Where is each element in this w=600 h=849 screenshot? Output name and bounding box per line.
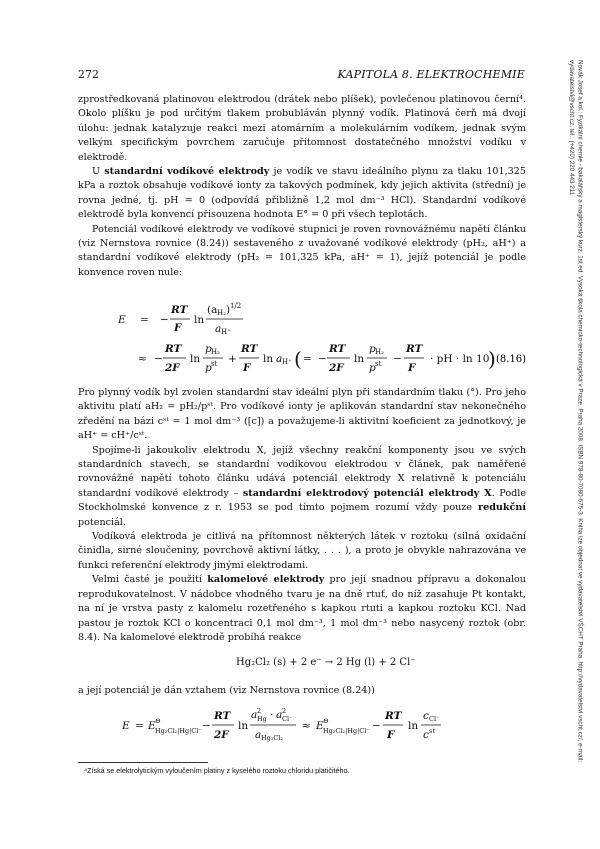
svg-text:=: = bbox=[135, 720, 144, 732]
svg-text:−: − bbox=[202, 720, 211, 732]
svg-text:F: F bbox=[243, 362, 251, 374]
svg-text:2: 2 bbox=[257, 707, 262, 715]
svg-text:RT: RT bbox=[171, 304, 188, 316]
svg-text:H⁺: H⁺ bbox=[221, 328, 231, 336]
svg-text:Hg₂Cl₂|Hg|Cl⁻: Hg₂Cl₂|Hg|Cl⁻ bbox=[323, 727, 370, 735]
svg-text:a: a bbox=[255, 729, 262, 741]
svg-text:ln: ln bbox=[408, 720, 419, 732]
chapter-title: KAPITOLA 8. ELEKTROCHEMIE bbox=[337, 68, 525, 81]
footnote-rule bbox=[78, 762, 208, 763]
term-calomel-electrode: kalomelové elektrody bbox=[207, 574, 325, 586]
svg-text:Hg₂Cl₂: Hg₂Cl₂ bbox=[261, 734, 284, 742]
footnote: ⁴Získá se elektrolytickým vyloučením platiny z kyselého roztoku chloridu platičitého. bbox=[84, 766, 350, 775]
svg-text:RT: RT bbox=[406, 343, 423, 355]
svg-text:st: st bbox=[375, 360, 382, 368]
svg-text:2F: 2F bbox=[329, 362, 344, 374]
svg-text:E: E bbox=[122, 720, 130, 732]
svg-text:st: st bbox=[429, 727, 435, 735]
svg-text:Hg₂Cl₂|Hg|Cl⁻: Hg₂Cl₂|Hg|Cl⁻ bbox=[155, 727, 202, 735]
term-standard-hydrogen-electrode: standardní vodíkové elektrody bbox=[104, 166, 270, 178]
svg-text:−: − bbox=[160, 314, 169, 326]
svg-text:p: p bbox=[205, 362, 212, 374]
svg-text:a: a bbox=[276, 709, 283, 721]
svg-text:H⁺: H⁺ bbox=[282, 358, 292, 366]
svg-text:E: E bbox=[316, 720, 324, 732]
svg-text:Hg: Hg bbox=[257, 715, 267, 723]
equation-number: (8.16) bbox=[496, 354, 526, 365]
body-text-3 bbox=[78, 684, 526, 698]
svg-text:H₂: H₂ bbox=[211, 348, 220, 356]
svg-text:F: F bbox=[387, 729, 395, 741]
svg-text:c: c bbox=[423, 710, 429, 722]
svg-text:RT: RT bbox=[241, 343, 258, 355]
body-text bbox=[78, 93, 526, 280]
svg-text:F: F bbox=[174, 322, 182, 334]
side-copyright-note: Novák Josef a kol.: Fyzikální chemie - bakalářský a magisterský kurz. 1st ed. Vysoká škola chemicko-technologická v Praze, Praha 2008. ISBN 978-80-7080-675-3. Kniha lze objednat ve vydavatelství VŠCHT Praha, http://vydavatelstvi.vscht.cz/, e-mail: vydavatelstvi@vscht.cz, tel.: (+420) 220 443 211 bbox=[568, 60, 584, 763]
term-reduction: redukční bbox=[478, 502, 526, 514]
paragraph-6: Vodíková elektroda je citlivá na přítomnost některých látek v roztoku (silná oxidační činidla, sirné sloučeniny, povrchově aktivní látky, . . . ), a proto je obvykle nahrazována ve funkci referenční elektrody jinými elektrodami. bbox=[78, 531, 526, 571]
svg-text:=: = bbox=[140, 314, 149, 326]
svg-text:· pH · ln 10: · pH · ln 10 bbox=[430, 353, 490, 365]
svg-text:2F: 2F bbox=[165, 362, 180, 374]
svg-text:p: p bbox=[369, 343, 376, 355]
term-standard-electrode-potential: standardní elektrodový potenciál elektrody X bbox=[242, 487, 492, 499]
svg-text:−: − bbox=[318, 353, 327, 365]
paragraph-7: Velmi časté je použití kalomelové elektrody pro její snadnou přípravu a dokonalou reprodukovatelnost. V nádobce vhodného tvaru je na dně rtuť, do níž zasahuje Pt kontakt, na ní je vrstva pasty z kalomelu rozetřeného s kapkou rtuti a kapkou roztoku KCl. Nad pastou je roztok KCl o koncentraci 0,1 mol dm⁻³, 1 mol dm⁻³ nebo nasycený roztok (obr. 8.4). Na kalomelové elektrodě probíhá reakce bbox=[78, 574, 526, 643]
svg-text:ln: ln bbox=[190, 353, 201, 365]
svg-text:): ) bbox=[488, 347, 496, 371]
paragraph-2: U standardní vodíkové elektrody je vodík ve stavu ideálního plynu za tlaku 101,325 kPa a roztok obsahuje vodíkové ionty za takových podmínek, kdy jejich aktivita (střední) je rovna jedné, tj. pH = 0 (odpovídá přibližně 1,2 mol dm⁻³ HCl). Standardní vodíkové elektrodě byla konvencí přisouzena hodnota E° = 0 při všech teplotách. bbox=[78, 166, 526, 221]
svg-text:2F: 2F bbox=[214, 729, 229, 741]
svg-text:≈: ≈ bbox=[302, 720, 311, 732]
paragraph-8: a její potenciál je dán vztahem (viz Nernstova rovnice (8.24)) bbox=[78, 685, 375, 696]
svg-text:st: st bbox=[211, 360, 218, 368]
paragraph-5: Spojíme-li jakoukoliv elektrodu X, jejíž všechny reakční komponenty jsou ve svých standardních stavech, se standardní vodíkovou elektrodou v článek, pak naměřené rovnovážné napětí tohoto článku udává potenciál elektrody X relativně k potenciálu standardní vodíkové elektrody – standardní elektrodový potenciál elektrody X. Podle Stockholmské konvence z r. 1953 se pod tímto pojmem rozumí vždy pouze redukční potenciál. bbox=[78, 444, 526, 528]
svg-text:ln: ln bbox=[238, 720, 249, 732]
svg-text:ln: ln bbox=[263, 353, 274, 365]
svg-text:1/2: 1/2 bbox=[230, 302, 242, 310]
svg-text:ln: ln bbox=[194, 314, 205, 326]
svg-text:E: E bbox=[148, 720, 156, 732]
svg-text:·: · bbox=[270, 709, 274, 721]
svg-text:−: − bbox=[154, 353, 163, 365]
svg-text:−: − bbox=[372, 720, 381, 732]
svg-text:RT: RT bbox=[214, 710, 231, 722]
paragraph-3: Potenciál vodíkové elektrody ve vodíkové stupnici je roven rovnovážnému napětí článku (viz Nernstova rovnice (8.24)) sestaveného z uvažované vodíkové elektrody (pH₂, aH⁺) a standardní vodíkové elektrody (pH₂ = 101,325 kPa, aH⁺ = 1), jejíž potenciál je podle konvence roven nule: bbox=[78, 223, 526, 278]
paragraph-1: zprostředkovaná platinovou elektrodou (drátek nebo plíšek), povlečenou platinovou černí⁴. Okolo plíšku je pod určitým tlakem probubláván plynný vodík. Platinová čerň má dvojí úlohu: jednak katalyzuje reakci mezi atomárním a molekulárním vodíkem, jednak svým velkým specifickým povrchem zaručuje přítomnost dostatečného množství vodíku v elektrodě. bbox=[78, 94, 526, 163]
svg-text:E: E bbox=[118, 314, 126, 326]
svg-text:a: a bbox=[215, 323, 222, 335]
svg-text:+: + bbox=[228, 353, 237, 365]
svg-text:p: p bbox=[205, 343, 212, 355]
equation-8-16 bbox=[78, 300, 526, 380]
svg-text:H₂: H₂ bbox=[217, 309, 226, 317]
svg-text:ln: ln bbox=[354, 353, 365, 365]
paragraph-4: Pro plynný vodík byl zvolen standardní stav ideální plyn při standardním tlaku (°). Pro jeho aktivitu platí aH₂ = pH₂/pˢᵗ. Pro vodíkové ionty je aplikován standardní stav nekonečného zředění na bázi cˢᵗ = 1 mol dm⁻³ ([c]) a považujeme-li aktivitní koeficient za jednotkový, je aH⁺ = cH⁺/cˢᵗ. bbox=[78, 387, 526, 442]
calomel-reaction: Hg₂Cl₂ (s) + 2 e⁻ → 2 Hg (l) + 2 Cl⁻ bbox=[236, 657, 416, 668]
svg-text:−: − bbox=[393, 353, 402, 365]
svg-text:2: 2 bbox=[282, 707, 287, 715]
svg-text:(a: (a bbox=[207, 304, 218, 316]
svg-text:): ) bbox=[226, 304, 231, 316]
svg-text:F: F bbox=[408, 362, 416, 374]
body-text-2 bbox=[78, 386, 526, 645]
svg-text:H₂: H₂ bbox=[375, 348, 384, 356]
page-number: 272 bbox=[78, 68, 99, 81]
svg-text:Cl⁻: Cl⁻ bbox=[429, 715, 440, 723]
svg-text:⊖: ⊖ bbox=[155, 717, 161, 725]
svg-text:≈: ≈ bbox=[138, 353, 147, 365]
svg-text:RT: RT bbox=[165, 343, 182, 355]
svg-text:Cl⁻: Cl⁻ bbox=[282, 715, 293, 723]
svg-text:(: ( bbox=[294, 347, 302, 371]
svg-text:p: p bbox=[369, 362, 376, 374]
svg-text:RT: RT bbox=[385, 710, 402, 722]
svg-text:c: c bbox=[423, 729, 429, 741]
svg-text:⊖: ⊖ bbox=[323, 717, 329, 725]
svg-text:=: = bbox=[303, 353, 312, 365]
svg-text:a: a bbox=[276, 353, 283, 365]
svg-text:RT: RT bbox=[329, 343, 346, 355]
svg-text:a: a bbox=[251, 709, 258, 721]
equation-calomel-potential bbox=[78, 705, 526, 749]
